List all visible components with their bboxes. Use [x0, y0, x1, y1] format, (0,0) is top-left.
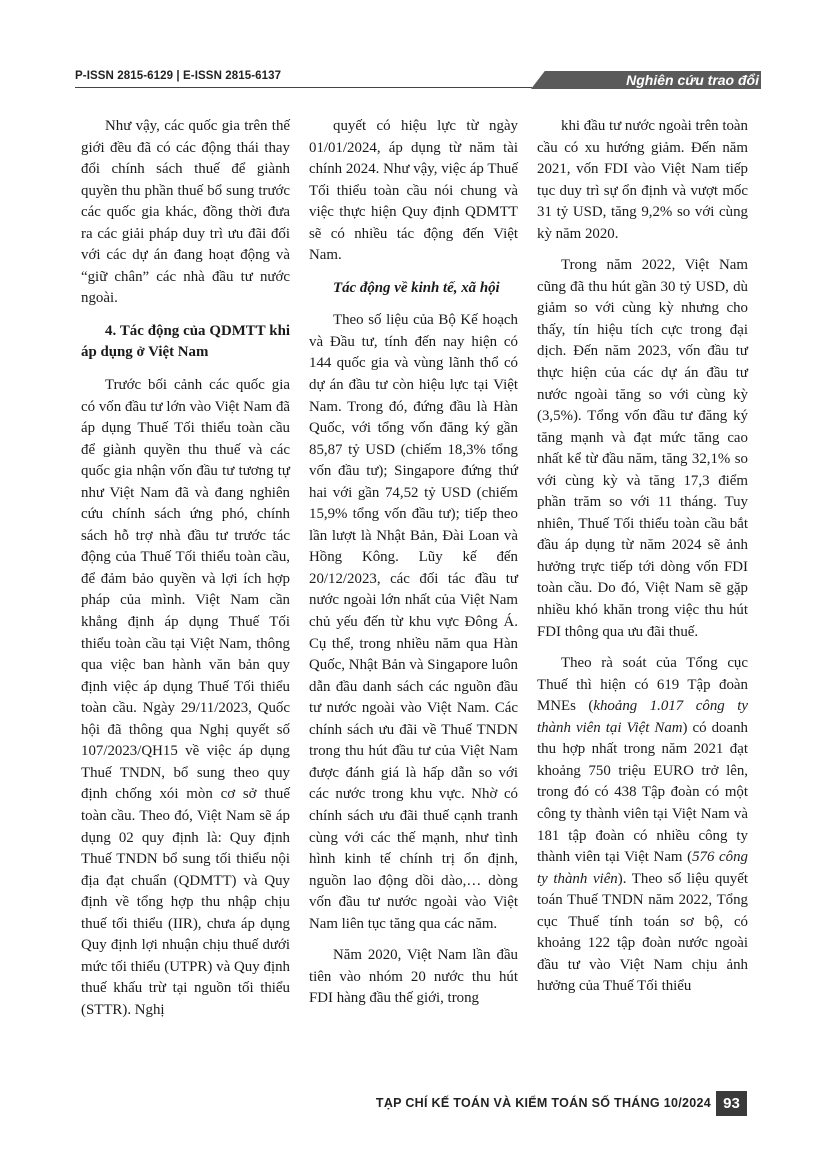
paragraph: khi đầu tư nước ngoài trên toàn cầu có xu hướng giảm. Đến năm 2021, vốn FDI vào Việt Nam tiếp tục duy trì sự ổn định và vượt mốc 31 tỷ USD, tăng 9,2% so với cùng kỳ năm 2020.	[537, 118, 748, 242]
paragraph: Như vậy, các quốc gia trên thế giới đều đã có các động thái thay đổi chính sách thuế để giành quyền thu phần thuế bổ sung trước các quốc gia khác, đồng thời đưa ra các giải pháp duy trì ưu đãi đối với các dự án đang hoạt động và “giữ chân” các nhà đầu tư nước ngoài.	[81, 118, 290, 307]
journal-footer: TẠP CHÍ KẾ TOÁN VÀ KIỂM TOÁN SỐ THÁNG 10/2024	[375, 1096, 711, 1110]
paragraph: Trước bối cảnh các quốc gia có vốn đầu tư lớn vào Việt Nam đã áp dụng Thuế Tối thiểu toàn cầu để giành quyền thu thuế và các quốc gia nhận vốn đầu tư tương tự như Việt Nam đã và đang nghiên cứu chính sách ứng phó, chính sách hỗ trợ nhà đầu tư trước tác động của Thuế Tối thiểu toàn cầu, để đảm bảo quyền và lợi ích hợp pháp của mình. Việt Nam cần khẳng định áp dụng Thuế Tối thiểu toàn cầu tại Việt Nam, thông qua việc ban hành văn bản quy định việc áp dụng Thuế Tối thiểu toàn cầu. Ngày 29/11/2023, Quốc hội đã thông qua Nghị quyết số 107/2023/QH15 về việc áp dụng Thuế TNDN, bổ sung theo quy định chống xói mòn cơ sở thuế toàn cầu. Theo đó, Việt Nam sẽ áp dụng 02 quy định là: Quy định Thuế TNDN bổ sung tối thiểu nội địa đạt chuẩn (QDMTT) và Quy định về tổng hợp thu nhập chịu thuế tối thiểu (IIR), chưa áp dụng Quy định lợi nhuận chịu thuế dưới mức tối thiểu (UTPR) và Quy định thuế khấu trừ tại nguồn tối thiểu (STTR). Nghị	[81, 377, 290, 1018]
paragraph	[537, 653, 748, 998]
italic-run: 576 công ty thành viên	[537, 849, 748, 887]
text-run: ) có doanh thu hợp nhất trong năm 2021 đạt khoảng 750 triệu EURO trở lên, trong đó có 438 Tập đoàn có một công ty thành viên tại Việt Nam và 181 tập đoàn có nhiều công ty thành viên tại Việt Nam (	[537, 719, 748, 866]
italic-run: khoảng 1.017 công ty thành viên tại Việt Nam	[537, 698, 748, 736]
page-number: 93	[716, 1091, 747, 1116]
section-heading: 4. Tác động của QDMTT khi áp dụng ở Việt Nam	[81, 322, 290, 361]
paragraph: Năm 2020, Việt Nam lần đầu tiên vào nhóm 20 nước thu hút FDI hàng đầu thế giới, trong	[309, 947, 518, 1007]
header-rule	[75, 87, 532, 88]
column-1	[81, 116, 290, 1021]
column-3	[537, 116, 748, 998]
issn-line: P-ISSN 2815-6129 | E-ISSN 2815-6137	[75, 70, 282, 82]
paragraph: quyết có hiệu lực từ ngày 01/01/2024, áp dụng từ năm tài chính 2024. Như vậy, việc áp Thuế Tối thiểu toàn cầu nói chung và việc thực hiện Quy định QDMTT sẽ có nhiều tác động đến Việt Nam.	[309, 118, 518, 264]
text-run: ). Theo số liệu quyết toán Thuế TNDN năm 2022, Tổng cục Thuế tính toán sơ bộ, có khoảng 122 tập đoàn nước ngoài đầu tư vào Việt Nam chịu ảnh hưởng của Thuế Tối thiểu	[537, 870, 748, 995]
text-run: Theo rà soát của Tổng cục Thuế thì hiện có 619 Tập đoàn MNEs (	[537, 655, 748, 715]
column-2	[309, 116, 518, 1010]
paragraph: Trong năm 2022, Việt Nam cũng đã thu hút gần 30 tỷ USD, dù giảm so với cùng kỳ nhưng cho thấy, tín hiệu tích cực trong đại dịch. Đến năm 2023, vốn đầu tư thực hiện của các dự án đầu tư nước ngoài tăng so với cùng kỳ (3,5%). Tổng vốn đầu tư đăng ký tăng mạnh và đạt mức tăng cao nhất kể từ đầu năm, tăng 32,1% so với cùng kỳ và tăng 17,3 điểm phần trăm so với 11 tháng. Tuy nhiên, Thuế Tối thiểu toàn cầu bắt đầu áp dụng từ năm 2024 sẽ ảnh hưởng trực tiếp tới dòng vốn FDI toàn cầu. Do đó, Việt Nam sẽ gặp nhiều khó khăn trong việc thu hút FDI thông qua ưu đãi thuế.	[537, 257, 748, 640]
subsection-heading: Tác động về kinh tế, xã hội	[333, 279, 500, 296]
section-label: Nghiên cứu trao đổi	[626, 72, 759, 88]
paragraph: Theo số liệu của Bộ Kế hoạch và Đầu tư, tính đến nay hiện có 144 quốc gia và vùng lãnh thổ có dự án đầu tư còn hiệu lực tại Việt Nam. Trong đó, đứng đầu là Hàn Quốc, với tổng vốn đăng ký gần 85,87 tỷ USD (chiếm 18,3% tổng vốn đầu tư); Singapore đứng thứ hai với gần 74,52 tỷ USD (chiếm 15,9% tổng vốn đầu tư); tiếp theo lần lượt là Nhật Bản, Đài Loan và Hồng Kông. Lũy kế đến 20/12/2023, các đối tác đầu tư nước ngoài lớn nhất của Việt Nam chủ yếu đến từ khu vực Đông Á. Cụ thể, trong nhiều năm qua Hàn Quốc, Nhật Bản và Singapore luôn dẫn đầu danh sách các nguồn đầu tư nước ngoài vào Việt Nam. Các chính sách ưu đãi về Thuế TNDN trong thu hút đầu tư của Việt Nam được đánh giá là hấp dẫn so với các nước trong khu vực. Nhờ có chính sách ưu đãi thuế cạnh tranh cùng với các thế mạnh, như tình hình kinh tế chính trị ổn định, nguồn lao động dồi dào,… dòng vốn đầu tư nước ngoài vào Việt Nam liên tục tăng qua các năm.	[309, 312, 518, 932]
